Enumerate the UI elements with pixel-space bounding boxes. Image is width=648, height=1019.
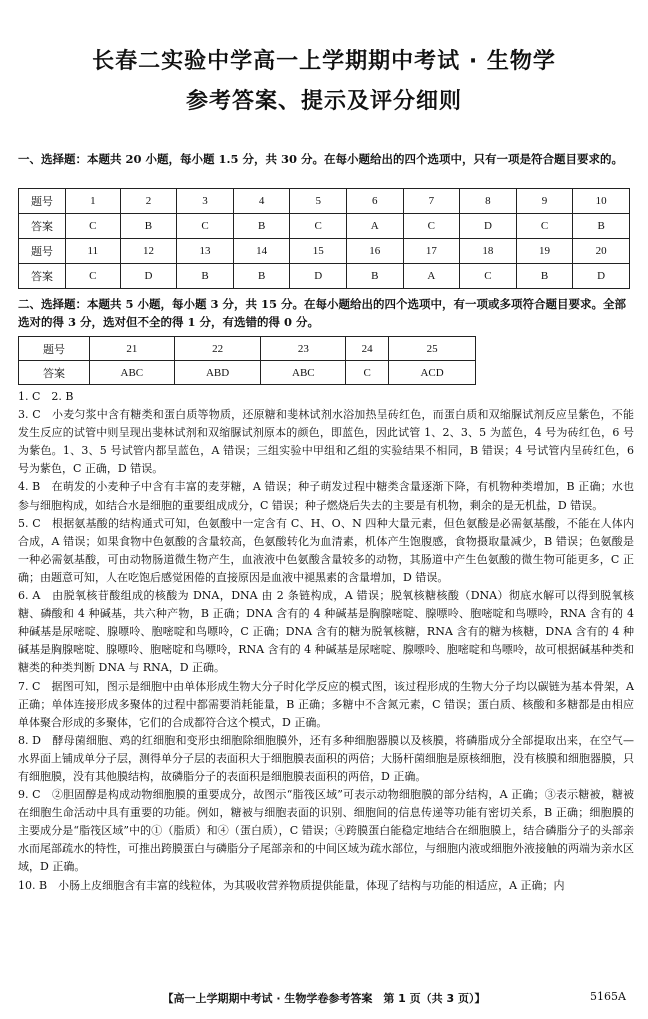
answer-explanation-item: 3. C 小麦匀浆中含有糖类和蛋白质等物质，还原糖和斐林试剂水浴加热呈砖红色，而蛋白质和双缩脲试剂反应呈紫色，不能发生反应的试管中则呈现出斐林试剂和双缩脲试剂原本的颜色，即蓝色，因此试管 1、2、3、5 为蓝色，4 号为砖红色，6 号为紫色。1、3、5 号试管内都呈蓝色，A 错误；三组实验中甲组和乙组的实验结果不相同，B 错误；4 号试管内呈砖红色，6 号为紫色，C 正确，D 错误。 bbox=[18, 408, 634, 476]
table-row bbox=[19, 337, 476, 361]
table-cell: 10 bbox=[573, 189, 630, 214]
section-1-heading: 一、选择题：本题共 20 小题，每小题 1.5 分，共 30 分。在每小题给出的四个选项中，只有一项是符合题目要求的。 bbox=[18, 152, 624, 166]
table-cell: ABC bbox=[261, 361, 346, 385]
row-header-cell: 答案 bbox=[19, 264, 66, 289]
table-cell: B bbox=[346, 264, 403, 289]
table-cell: 9 bbox=[516, 189, 573, 214]
table-cell: A bbox=[346, 214, 403, 239]
table-cell: 3 bbox=[177, 189, 234, 214]
table-cell: C bbox=[516, 214, 573, 239]
answer-table-2 bbox=[18, 336, 476, 385]
paper-code: 5165A bbox=[590, 990, 626, 1003]
row-header-cell: 题号 bbox=[19, 239, 66, 264]
table-cell: D bbox=[290, 264, 347, 289]
table-cell: 24 bbox=[346, 337, 389, 361]
row-header-cell: 答案 bbox=[19, 361, 90, 385]
table-cell: 18 bbox=[460, 239, 517, 264]
table-cell: 7 bbox=[403, 189, 460, 214]
table-cell: 17 bbox=[403, 239, 460, 264]
section-2-heading: 二、选择题：本题共 5 小题，每小题 3 分，共 15 分。在每小题给出的四个选项中，有一项或多项符合题目要求。全部选对的得 3 分，选对但不全的得 1 分，有选错的得 0 分。 bbox=[18, 297, 627, 329]
table-cell: B bbox=[233, 214, 290, 239]
document-subtitle: 参考答案、提示及评分细则 bbox=[185, 89, 462, 114]
table-row bbox=[19, 239, 630, 264]
table-cell: D bbox=[120, 264, 177, 289]
table-cell: 4 bbox=[233, 189, 290, 214]
row-header-cell: 题号 bbox=[19, 337, 90, 361]
table-cell: 6 bbox=[346, 189, 403, 214]
table-cell: B bbox=[573, 214, 630, 239]
row-header-cell: 题号 bbox=[19, 189, 66, 214]
answer-explanation-item: 6. A 由脱氧核苷酸组成的核酸为 DNA，DNA 由 2 条链构成，A 错误；脱氧核糖核酸（DNA）彻底水解可以得到脱氧核糖、磷酸和 4 种碱基，共六种产物，B 正确；DNA 含有的 4 种碱基是胸腺嘧啶、腺嘌呤、胞嘧啶和鸟嘌呤，RNA 含有的 4 种碱基是尿嘧啶、腺嘌呤、胞嘧啶和鸟嘌呤，C 正确；DNA 含有的糖为脱氧核糖，RNA 含有的糖为核糖，DNA 含有的 4 种碱基是胸腺嘧啶、腺嘌呤、胞嘧啶和鸟嘌呤，RNA 含有的 4 种碱基是尿嘧啶、腺嘌呤、胞嘧啶和鸟嘌呤，故可根据碱基种类和糖类的种类判断 DNA 与 RNA，D 正确。 bbox=[18, 589, 634, 675]
answer-explanation-item: 8. D 酵母菌细胞、鸡的红细胞和变形虫细胞除细胞膜外，还有多种细胞器膜以及核膜，将磷脂成分全部提取出来，在空气—水界面上铺成单分子层，测得单分子层的表面积大于细胞膜表面积的两倍；大肠杆菌细胞是原核细胞，没有核膜和细胞器膜，只有细胞膜，没有其他膜结构，故磷脂分子的表面积是细胞膜表面积的两倍，D 正确。 bbox=[18, 733, 634, 783]
row-header-cell: 答案 bbox=[19, 214, 66, 239]
table-cell: B bbox=[177, 264, 234, 289]
answer-explanation-item: 7. C 据图可知，图示是细胞中由单体形成生物大分子时化学反应的模式图，该过程形成的生物大分子均以碳链为基本骨架，A 正确；单体连接形成多聚体的过程中都需要消耗能量，B 正确；多糖中不含氮元素，C 错误；蛋白质、核酸和多糖都是由相应单体聚合形成的多聚体，它们的合成都符合这个模式，D 正确。 bbox=[18, 679, 634, 729]
answer-explanation-item: 4. B 在萌发的小麦种子中含有丰富的麦芽糖，A 错误；种子萌发过程中糖类含量逐渐下降，有机物种类增加，B 正确；水也参与细胞构成，如结合水是细胞的重要组成成分，C 错误；种子燃烧后失去的主要是有机物，剩余的是无机盐，D 错误。 bbox=[18, 480, 634, 512]
table-cell: C bbox=[403, 214, 460, 239]
table-cell: C bbox=[346, 361, 389, 385]
table-cell: B bbox=[516, 264, 573, 289]
table-cell: 23 bbox=[261, 337, 346, 361]
table-cell: 12 bbox=[120, 239, 177, 264]
table-cell: C bbox=[177, 214, 234, 239]
table-cell: 11 bbox=[66, 239, 121, 264]
table-cell: D bbox=[573, 264, 630, 289]
table-cell: 20 bbox=[573, 239, 630, 264]
table-cell: 15 bbox=[290, 239, 347, 264]
table-cell: 1 bbox=[66, 189, 121, 214]
table-row bbox=[19, 189, 630, 214]
answer-explanation-item: 5. C 根据氨基酸的结构通式可知，色氨酸中一定含有 C、H、O、N 四种大量元素，但色氨酸是必需氨基酸，不能在人体内合成，A 错误；如果食物中色氨酸的含量较高，色氨酸转化为血清素，机体产生饱腹感，食物摄取量减少，B 错误；色氨酸是一种必需氨基酸，可由动物肠道微生物产生，血液液中色氨酸含量较多的动物，其肠道中产生色氨酸的微生物可能更多，C 正确；由题意可知，人在吃饱后感觉困倦的直接原因是血液中褪黑素的含量增加，D 错误。 bbox=[18, 516, 634, 584]
table-cell: D bbox=[460, 214, 517, 239]
table-cell: ABC bbox=[90, 361, 175, 385]
table-row bbox=[19, 214, 630, 239]
explanation-list bbox=[18, 388, 634, 895]
table-cell: B bbox=[120, 214, 177, 239]
table-cell: 14 bbox=[233, 239, 290, 264]
table-cell: 5 bbox=[290, 189, 347, 214]
table-row bbox=[19, 264, 630, 289]
table-cell: C bbox=[460, 264, 517, 289]
table-cell: 8 bbox=[460, 189, 517, 214]
document-title: 长春二实验中学高一上学期期中考试 · 生物学 bbox=[92, 49, 556, 74]
table-cell: 25 bbox=[389, 337, 476, 361]
table-cell: 2 bbox=[120, 189, 177, 214]
answer-table-1 bbox=[18, 188, 630, 289]
table-cell: C bbox=[66, 264, 121, 289]
table-cell: C bbox=[290, 214, 347, 239]
table-cell: 13 bbox=[177, 239, 234, 264]
page-footer: 【高一上学期期中考试 · 生物学卷参考答案 第 1 页（共 3 页）】 bbox=[162, 992, 486, 1005]
table-cell: ABD bbox=[174, 361, 261, 385]
table-row bbox=[19, 361, 476, 385]
answer-explanation-item: 10. B 小肠上皮细胞含有丰富的线粒体，为其吸收营养物质提供能量，体现了结构与功能的相适应，A 正确；内 bbox=[18, 878, 565, 892]
table-cell: 16 bbox=[346, 239, 403, 264]
answer-explanation-item: 1. C 2. B bbox=[18, 390, 74, 403]
table-cell: A bbox=[403, 264, 460, 289]
table-cell: B bbox=[233, 264, 290, 289]
table-cell: ACD bbox=[389, 361, 476, 385]
table-cell: 21 bbox=[90, 337, 175, 361]
answer-explanation-item: 9. C ②胆固醇是构成动物细胞膜的重要成分，故图示“脂筏区域”可表示动物细胞膜的部分结构，A 正确；③表示糖被，糖被在细胞生命活动中具有重要的功能。例如，糖被与细胞表面的识别、细胞间的信息传递等功能有密切关系，B 正确；细胞膜的主要成分是“脂筏区域”中的①（脂质）和④（蛋白质），C 错误；④跨膜蛋白能稳定地结合在细胞膜上，结合磷脂分子的头部亲水而尾部疏水的特性，可推出跨膜蛋白与磷脂分子尾部亲和的中间区域为疏水部位，与细胞内液或细胞外液接触的两端为亲水区域，D 正确。 bbox=[18, 788, 634, 874]
table-cell: 22 bbox=[174, 337, 261, 361]
table-cell: 19 bbox=[516, 239, 573, 264]
table-cell: C bbox=[66, 214, 121, 239]
